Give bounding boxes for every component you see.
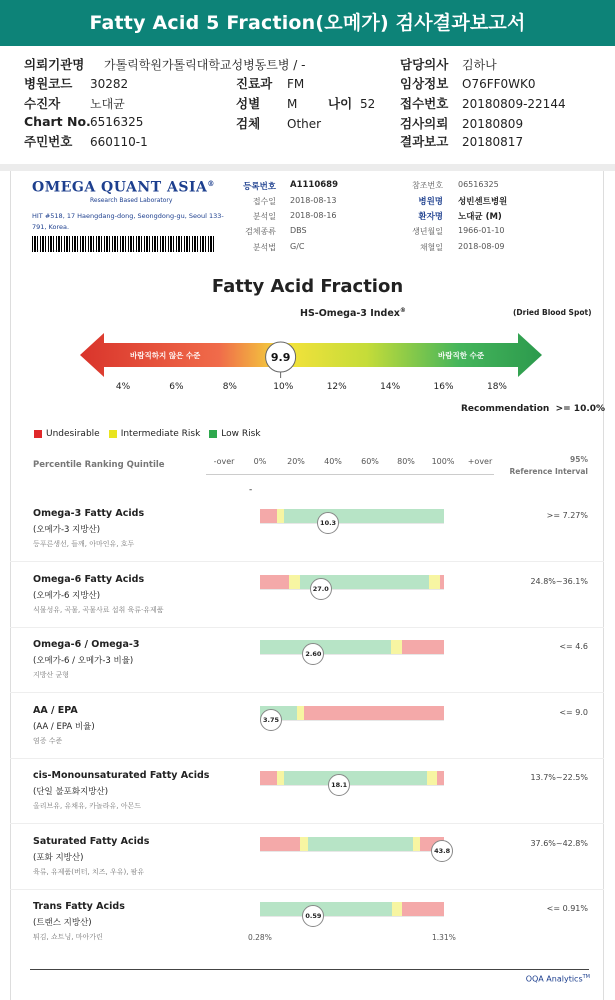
lab-tagline: Research Based Laboratory xyxy=(90,197,173,204)
row-food-sources: 올리브유, 유채유, 카놀라유, 아몬드 xyxy=(33,802,142,810)
collected-label: 채혈일 xyxy=(419,243,443,252)
row-korean-name: (오메가-3 지방산) xyxy=(33,525,101,535)
gauge-tick-label: 18% xyxy=(486,382,507,392)
bar-segment-red xyxy=(260,575,289,589)
gauge-tick-label: 12% xyxy=(326,382,347,392)
row-percentile-bar xyxy=(260,575,444,589)
row-korean-name: (트랜스 지방산) xyxy=(33,918,92,928)
row-food-sources: 육류, 유제품(버터, 치즈, 우유), 팜유 xyxy=(33,867,145,876)
hospital-code-field: 병원코드 30282 xyxy=(24,76,129,91)
percentile-scale-label: +over xyxy=(467,457,493,466)
report-date-field: 결과보고 20180817 xyxy=(400,134,524,149)
row-percentile-bar xyxy=(260,706,444,720)
analyzed-label: 분석일 xyxy=(252,212,276,221)
scale-rule xyxy=(206,474,494,475)
row-value-marker: 3.75 xyxy=(260,709,282,731)
recommendation: Recommendation >= 10.0% xyxy=(461,404,606,414)
desirable-level-text: 바람직한 수준 xyxy=(438,351,485,360)
ref-no-value: 06516325 xyxy=(458,180,499,189)
report-title: Fatty Acid 5 Fraction(오메가) 검사결과보고서 xyxy=(0,0,615,46)
omega3-index-gauge xyxy=(0,330,615,384)
sex-field: 성별 M xyxy=(236,96,298,111)
row-value-marker: 10.3 xyxy=(317,512,339,534)
gauge-tick-label: 16% xyxy=(433,382,454,392)
specimen-field: 검체 Other xyxy=(236,116,322,131)
row-percentile-bar xyxy=(260,640,444,654)
row-name: Trans Fatty Acids xyxy=(33,901,125,912)
bar-segment-red xyxy=(260,771,277,785)
row-divider xyxy=(10,627,604,628)
bar-segment-yellow xyxy=(413,837,420,851)
row-food-sources: 튀김, 쇼트닝, 마아가린 xyxy=(33,933,103,941)
dob-value: 1966-01-10 xyxy=(458,226,505,235)
sample-type-value: DBS xyxy=(290,226,307,235)
row-reference-interval: 24.8%~36.1% xyxy=(530,576,588,586)
row-percentile-bar xyxy=(260,509,444,523)
row-percentile-bar xyxy=(260,771,444,785)
legend-intermediate: Intermediate Risk xyxy=(109,429,201,439)
row-name: Omega-6 / Omega-3 xyxy=(33,639,140,650)
bar-segment-red xyxy=(260,837,300,851)
patient-label: 환자명 xyxy=(418,212,443,222)
bar-segment-red xyxy=(402,902,444,916)
row-korean-name: (AA / EPA 비율) xyxy=(33,721,95,732)
undesirable-level-text: 바람직하지 않은 수준 xyxy=(130,351,201,360)
bar-segment-green xyxy=(308,837,413,851)
percentile-scale-label: 60% xyxy=(361,457,379,466)
reg-no-label: 등록번호 xyxy=(243,182,276,192)
row-value-marker: 18.1 xyxy=(328,774,350,796)
bar-segment-yellow xyxy=(391,640,402,654)
bar-baseline xyxy=(260,785,444,786)
row-name: AA / EPA xyxy=(33,704,78,716)
row-korean-name: (오메가-6 지방산) xyxy=(33,590,101,601)
row-korean-name: (단일 불포화지방산) xyxy=(33,787,109,797)
rrn-field: 주민번호 660110-1 xyxy=(24,134,148,149)
analyte-label: 분석법 xyxy=(252,243,276,252)
sample-type-label: 검체종류 xyxy=(245,227,276,236)
chart-no-field: Chart No.6516325 xyxy=(24,114,144,129)
footer-rule xyxy=(30,969,589,970)
bar-segment-yellow xyxy=(277,509,284,523)
legend-low-risk: Low Risk xyxy=(209,429,260,439)
bar-segment-green xyxy=(260,902,392,916)
row-food-sources: 등푸른생선, 들깨, 아마인유, 호두 xyxy=(33,540,135,548)
bar-segment-green xyxy=(284,771,428,785)
trans-range-max: 1.31% xyxy=(432,933,456,942)
bar-baseline xyxy=(260,720,444,721)
bar-segment-red xyxy=(440,575,444,589)
placeholder-dash: - xyxy=(249,485,253,495)
reg-no-value: A1110689 xyxy=(290,180,338,190)
row-value-marker: 27.0 xyxy=(310,578,332,600)
fraction-title: Fatty Acid Fraction xyxy=(211,276,404,297)
index-title: HS-Omega-3 Index® xyxy=(300,307,406,320)
section-divider xyxy=(0,164,615,171)
bar-segment-red xyxy=(260,509,277,523)
percentile-title: Percentile Ranking Quintile xyxy=(33,460,165,470)
hospital-value: 성빈센트병원 xyxy=(458,197,508,207)
percentile-scale-label: 40% xyxy=(324,457,342,466)
footer-brand: OQA Analytics™ xyxy=(525,974,590,984)
doctor-field: 담당의사 김하나 xyxy=(400,57,497,72)
bar-segment-red xyxy=(437,771,444,785)
percentile-scale-label: 100% xyxy=(431,457,455,466)
row-reference-interval: 37.6%~42.8% xyxy=(530,838,588,848)
collected-value: 2018-08-09 xyxy=(458,242,505,251)
gauge-value-marker xyxy=(266,342,296,378)
row-name: Saturated Fatty Acids xyxy=(33,835,150,847)
receipt-field: 접수번호 20180809-22144 xyxy=(400,96,566,111)
percentile-scale-label: 20% xyxy=(287,457,305,466)
row-korean-name: (포화 지방산) xyxy=(33,852,84,863)
row-name: cis-Monounsaturated Fatty Acids xyxy=(33,770,210,781)
clinical-field: 임상정보 O76FF0WK0 xyxy=(400,76,536,91)
row-divider xyxy=(10,692,604,693)
row-reference-interval: <= 9.0 xyxy=(559,707,588,717)
hospital-label: 병원명 xyxy=(418,197,443,207)
gauge-tick-label: 8% xyxy=(222,382,237,392)
row-name: Omega-3 Fatty Acids xyxy=(33,508,145,519)
row-food-sources: 지방산 균형 xyxy=(33,671,70,679)
received-label: 접수일 xyxy=(252,197,276,206)
percentile-scale-label: 0% xyxy=(253,457,267,466)
patient-value: 노대균 (M) xyxy=(458,212,502,222)
bar-segment-yellow xyxy=(392,902,401,916)
row-reference-interval: <= 4.6 xyxy=(559,642,588,651)
bar-segment-yellow xyxy=(297,706,304,720)
percentile-scale-label: -over xyxy=(213,457,235,466)
row-korean-name: (오메가-6 / 오메가-3 비율) xyxy=(33,656,134,666)
row-food-sources: 식물성유, 곡물, 곡물사료 섭취 육류·유제품 xyxy=(33,605,164,614)
bar-baseline xyxy=(260,654,444,655)
bar-segment-yellow xyxy=(277,771,284,785)
bar-segment-green xyxy=(284,509,444,523)
bar-segment-yellow xyxy=(300,837,307,851)
legend-undesirable: Undesirable xyxy=(34,429,100,439)
ref-no-label: 참조번호 xyxy=(412,181,443,190)
row-divider xyxy=(10,561,604,562)
barcode xyxy=(32,236,216,252)
trans-range-min: 0.28% xyxy=(248,933,272,942)
row-reference-interval: <= 0.91% xyxy=(546,904,588,913)
row-divider xyxy=(10,823,604,824)
gauge-tick-label: 14% xyxy=(380,382,401,392)
gauge-tick-label: 6% xyxy=(169,382,184,392)
row-value-marker: 43.8 xyxy=(431,840,453,862)
row-name: Omega-6 Fatty Acids xyxy=(33,573,145,585)
bar-segment-yellow xyxy=(429,575,440,589)
row-divider xyxy=(10,889,604,890)
row-value-marker: 2.60 xyxy=(302,643,324,665)
bar-baseline xyxy=(260,589,444,590)
examinee-field: 수진자 노대균 xyxy=(24,96,125,111)
bar-segment-red xyxy=(402,640,444,654)
analyte-value: G/C xyxy=(290,242,305,251)
bar-baseline xyxy=(260,523,444,524)
analyzed-value: 2018-08-16 xyxy=(290,211,337,220)
bar-segment-yellow xyxy=(289,575,300,589)
bar-baseline xyxy=(260,916,444,917)
row-divider xyxy=(10,758,604,759)
percentile-scale-label: 80% xyxy=(397,457,415,466)
legend xyxy=(34,429,270,439)
request-date-field: 검사의뢰 20180809 xyxy=(400,116,524,131)
received-value: 2018-08-13 xyxy=(290,196,337,205)
dried-blood-spot-note: (Dried Blood Spot) xyxy=(513,308,592,317)
row-percentile-bar xyxy=(260,902,444,916)
gauge-tick-label: 10% xyxy=(273,382,294,392)
gauge-tick-label: 4% xyxy=(115,382,131,392)
row-reference-interval: >= 7.27% xyxy=(546,511,588,520)
bar-segment-yellow xyxy=(427,771,436,785)
svg-text:9.9: 9.9 xyxy=(270,351,291,364)
dob-label: 생년월일 xyxy=(412,227,443,236)
dept-field: 진료과 FM xyxy=(236,76,305,91)
row-reference-interval: 13.7%~22.5% xyxy=(530,773,588,782)
row-value-marker: 0.59 xyxy=(302,905,324,927)
row-percentile-bar xyxy=(260,837,444,851)
lab-address: HIT #518, 17 Haengdang-dong, Seongdong-gu, Seoul 133-791, Korea. xyxy=(32,212,224,231)
bar-segment-green xyxy=(260,640,391,654)
lab-logo: OMEGA QUANT ASIA® xyxy=(32,179,215,196)
bar-baseline xyxy=(260,851,444,852)
age-field: 나이 52 xyxy=(328,96,376,111)
row-food-sources: 염증 수준 xyxy=(33,736,63,745)
reference-interval-header: 95% Reference Interval xyxy=(509,455,588,476)
bar-segment-red xyxy=(304,706,444,720)
institution-field: 의뢰기관명 가톨릭학원가톨릭대학교성병동트병 / - xyxy=(24,57,306,72)
